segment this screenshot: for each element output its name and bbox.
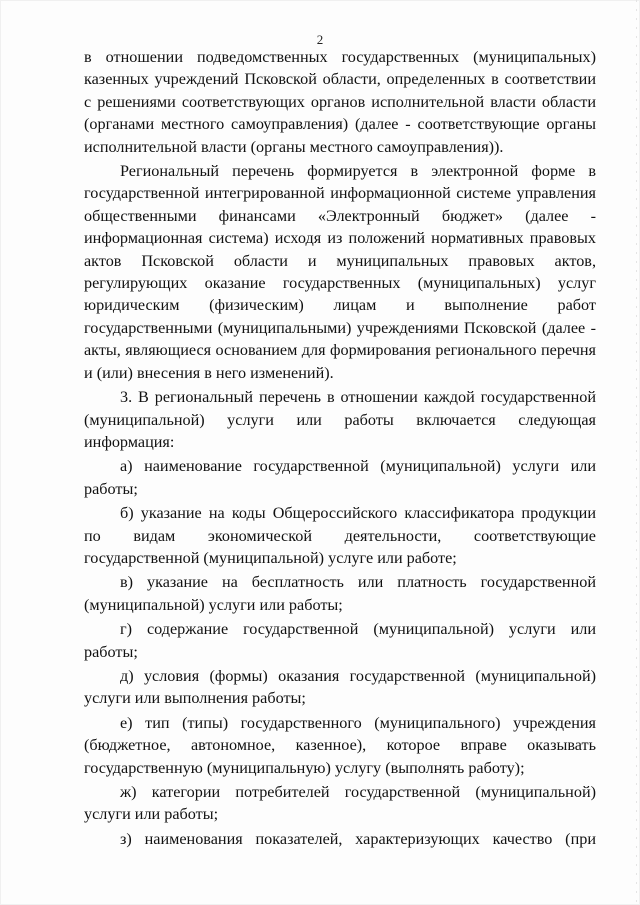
paragraph-item-3: 3. В региональный перечень в отношении каждой государственной (муниципальной) услуги или работы включается следующая информация: (84, 388, 596, 451)
list-item-zh: ж) категории потребителей государственной (муниципальной) услуги или работы; (84, 783, 596, 824)
list-item-z: з) наименования показателей, характеризующих качество (при (120, 829, 596, 848)
list-item-b: б) указание на коды Общероссийского классификатора продукции по видам экономической деятельности, соответствующие государственной (муниципальной) услуге или работе; (84, 504, 596, 567)
list-item-v: в) указание на бесплатность или платность государственной (муниципальной) услуги или работы; (84, 573, 596, 614)
page-number: 2 (316, 32, 324, 47)
paragraph-continuation: в отношении подведомственных государственных (муниципальных) казенных учреждений Псковской области, определенных в соответствии с решениями соответствующих органов исполнительной власти области (органами местного самоуправления) (далее - соответствующие органы исполнительной власти (органы местного самоуправления)). (84, 48, 596, 156)
list-item-a: а) наименование государственной (муниципальной) услуги или работы; (84, 457, 596, 498)
list-item-g: г) содержание государственной (муниципальной) услуги или работы; (84, 620, 596, 661)
list-item-e: е) тип (типы) государственного (муниципального) учреждения (бюджетное, автономное, казенное), которое вправе оказывать государственную (муниципальную) услугу (выполнять работу); (84, 713, 596, 777)
paragraph-regional-list: Региональный перечень формируется в электронной форме в государственной интегрированной информационной системе управления общественными финансами «Электронный бюджет» (далее - информационная система) исходя из положений нормативных правовых актов Псковской области и муниципальных правовых актов, регулирующих оказание государственных (муниципальных) услуг юридическим (физическим) лицам и выполнение работ государственными (муниципальными) учреждениями Псковской (далее - акты, являющиеся основанием для формирования регионального перечня и (или) внесения в него изменений). (84, 162, 596, 382)
document-body (84, 46, 596, 852)
list-item-d: д) условия (формы) оказания государственной (муниципальной) услуги или выполнения работы; (84, 666, 596, 708)
scan-edge-artifact (636, 0, 637, 905)
